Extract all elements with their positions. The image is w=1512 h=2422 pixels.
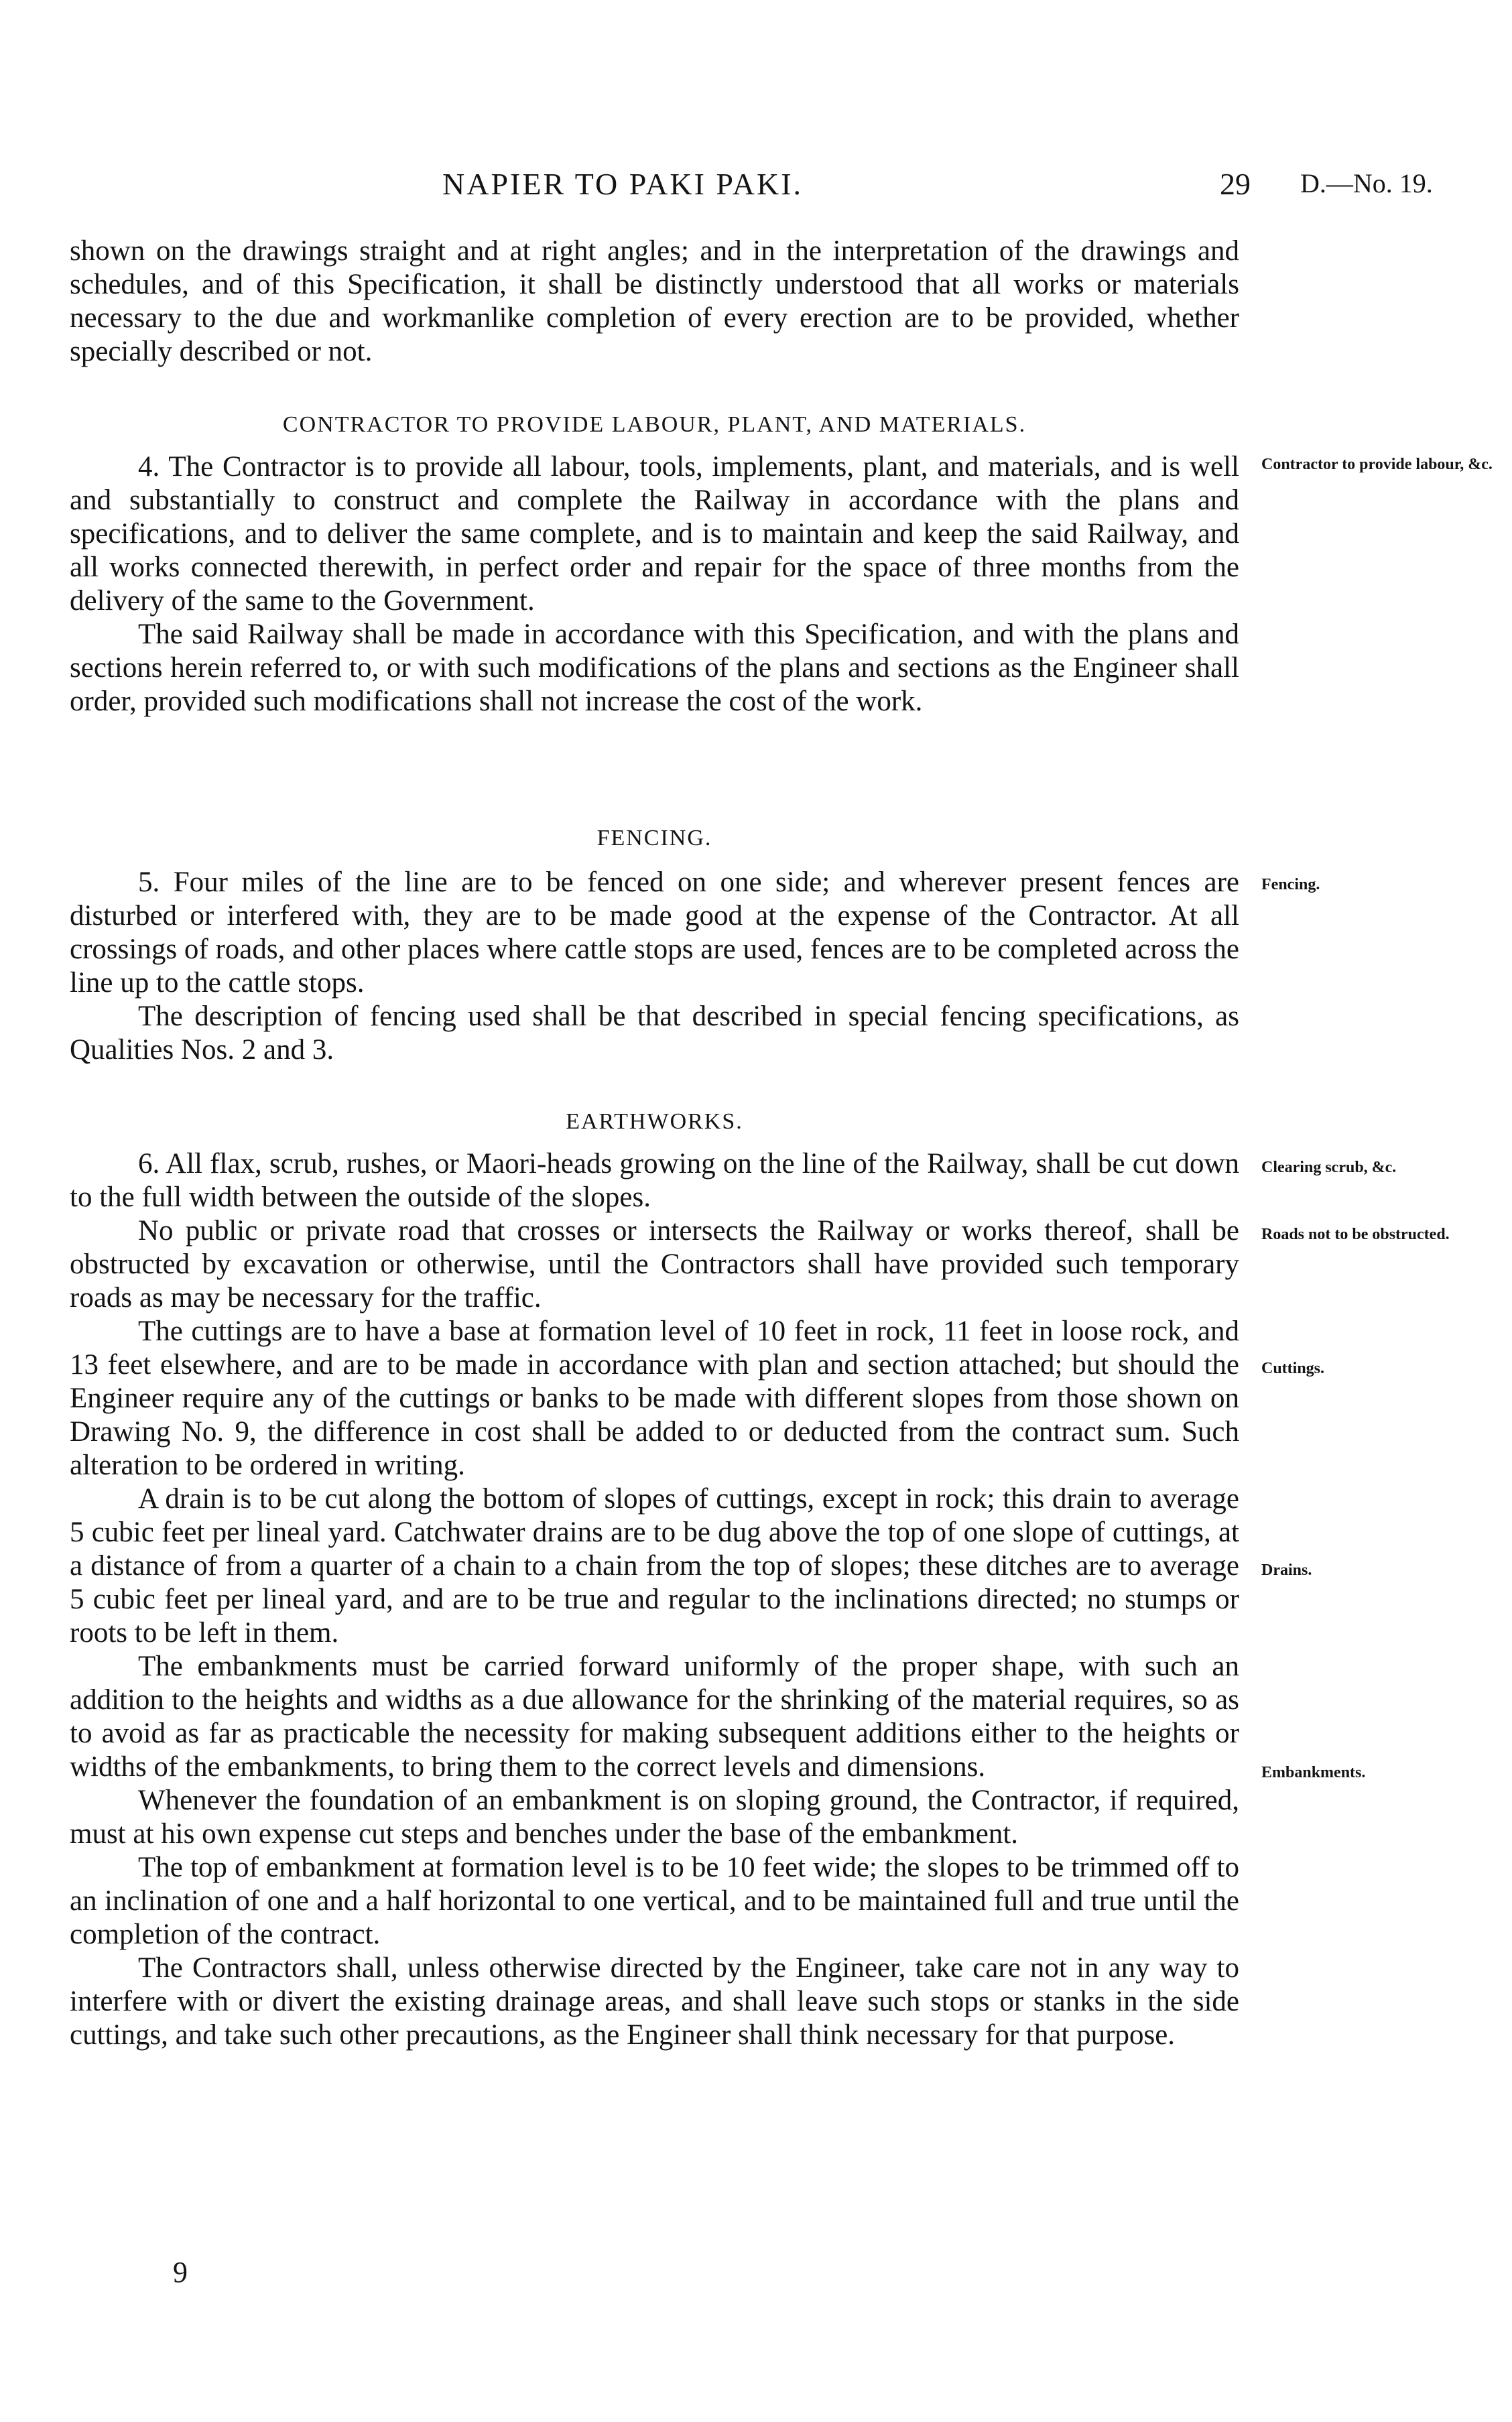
page-header-title: NAPIER TO PAKI PAKI. <box>442 167 804 201</box>
paragraph: The cuttings are to have a base at formation level of 10 feet in rock, 11 feet in loose rock, and 13 feet elsewhere, and are to be made in accordance with plan and section attached; but should the Engineer require any of the cuttings or banks to be made with different slopes from those shown on Drawing No. 9, the difference in cost shall be added to or deducted from the contract sum. Such alteration to be ordered in writing. <box>70 1316 1239 1481</box>
section-heading-earthworks: EARTHWORKS. <box>566 1109 743 1134</box>
paragraph: No public or private road that crosses or intersects the Railway or works thereof, shall be obstructed by excavation or otherwise, until the Contractors shall have provided such temporary roads as may be necessary for the traffic. <box>70 1215 1239 1314</box>
section-heading-contractor: CONTRACTOR TO PROVIDE LABOUR, PLANT, AND MATERIALS. <box>282 412 1027 437</box>
page-number: 29 <box>1220 167 1251 201</box>
side-note-roads: Roads not to be obstructed. <box>1261 1226 1450 1243</box>
paragraph: The embankments must be carried forward uniformly of the proper shape, with such an addition to the heights and widths as a due allowance for the shrinking of the material requires, so as to avoid as far as practicable the necessity for making subsequent additions either to the heights or widths of the embankments, to bring them to the correct levels and dimensions. <box>70 1651 1239 1783</box>
side-note-embankments: Embankments. <box>1261 1764 1366 1781</box>
paragraph: A drain is to be cut along the bottom of slopes of cuttings, except in rock; this drain to average 5 cubic feet per lineal yard. Catchwater drains are to be dug above the top of one slope of cuttings, at a distance of from a quarter of a chain to a chain from the top of slopes; these ditches are to average 5 cubic feet per lineal yard, and are to be true and regular to the inclinations directed; no stumps or roots to be left in them. <box>70 1483 1239 1649</box>
side-note-fencing: Fencing. <box>1261 876 1320 893</box>
side-note-contractor: Contractor to provide labour, &c. <box>1261 456 1493 473</box>
paragraph: 5. Four miles of the line are to be fenced on one side; and wherever present fences are disturbed or interfered with, they are to be made good at the expense of the Contractor. At all crossings of roads, and other places where cattle stops are used, fences are to be completed across the line up to the cattle stops. <box>70 867 1239 999</box>
paragraph: 6. All flax, scrub, rushes, or Maori-heads growing on the line of the Railway, shall be cut down to the full width between the outside of the slopes. <box>70 1148 1239 1213</box>
section-contractor <box>70 450 1239 718</box>
section-fencing <box>70 866 1239 1067</box>
paragraph: Whenever the foundation of an embankment is on sloping ground, the Contractor, if required, must at his own expense cut steps and benches under the base of the embankment. <box>70 1785 1239 1850</box>
paragraph: 4. The Contractor is to provide all labour, tools, implements, plant, and materials, and is well and substantially to construct and complete the Railway in accordance with the plans and specifications, and to deliver the same complete, and is to maintain and keep the said Railway, and all works connected therewith, in perfect order and repair for the space of three months from the delivery of the same to the Government. <box>70 451 1239 617</box>
section-earthworks <box>70 1147 1239 2052</box>
paragraph: The said Railway shall be made in accordance with this Specification, and with the plans and sections herein referred to, or with such modifications of the plans and sections as the Engineer shall order, provided such modifications shall not increase the cost of the work. <box>70 619 1239 717</box>
intro-paragraph: shown on the drawings straight and at right angles; and in the interpretation of the drawings and schedules, and of this Specification, it shall be distinctly understood that all works or materials necessary to the due and workmanlike completion of every erection are to be provided, whether specially described or not. <box>70 235 1239 367</box>
side-note-drains: Drains. <box>1261 1561 1312 1579</box>
paragraph: The top of embankment at formation level is to be 10 feet wide; the slopes to be trimmed off to an inclination of one and a half horizontal to one vertical, and to be maintained full and true until the completion of the contract. <box>70 1852 1239 1950</box>
paragraph: The description of fencing used shall be that described in special fencing specifications, as Qualities Nos. 2 and 3. <box>70 1001 1239 1066</box>
document-reference: D.—No. 19. <box>1300 168 1433 198</box>
section-heading-fencing: FENCING. <box>596 826 712 850</box>
intro-block <box>70 235 1239 369</box>
side-note-clearing: Clearing scrub, &c. <box>1261 1159 1397 1176</box>
paragraph: The Contractors shall, unless otherwise directed by the Engineer, take care not in any way to interfere with or divert the existing drainage areas, and shall leave such stops or stanks in the side cuttings, and take such other precautions, as the Engineer shall think necessary for that purpose. <box>70 1952 1239 2051</box>
side-note-cuttings: Cuttings. <box>1261 1360 1325 1377</box>
footer-signature: 9 <box>173 2256 188 2289</box>
